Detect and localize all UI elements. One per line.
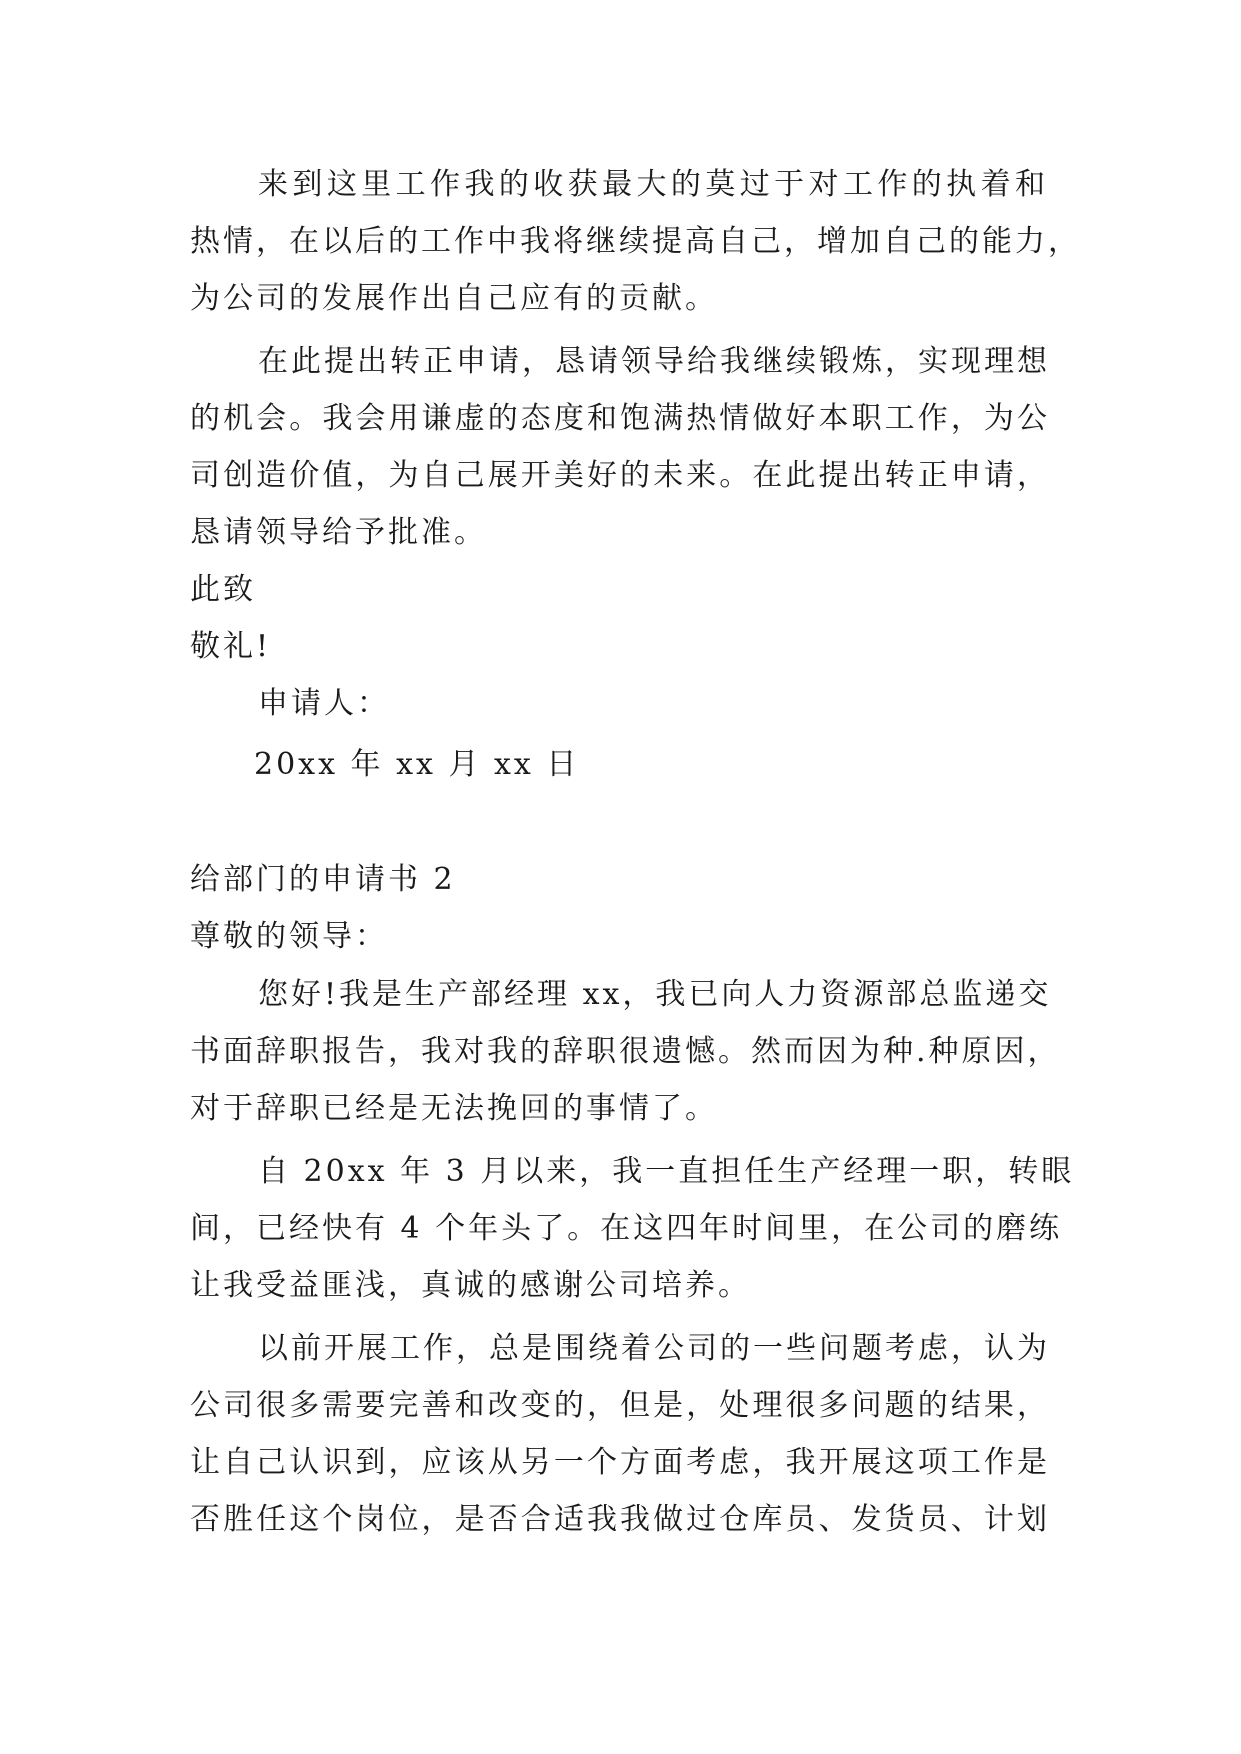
paragraph-line: 公司很多需要完善和改变的，但是，处理很多问题的结果， bbox=[190, 1388, 1050, 1423]
paragraph-line: 书面辞职报告，我对我的辞职很遗憾。然而因为种.种原因， bbox=[190, 1034, 1061, 1069]
paragraph-line: 在此提出转正申请，恳请领导给我继续锻炼，实现理想 bbox=[258, 344, 1050, 379]
paragraph-line: 您好!我是生产部经理 xx，我已向人力资源部总监递交 bbox=[258, 977, 1052, 1012]
paragraph-line: 让我受益匪浅，真诚的感谢公司培养。 bbox=[190, 1268, 751, 1303]
paragraph-line: 否胜任这个岗位，是否合适我我做过仓库员、发货员、计划 bbox=[190, 1502, 1050, 1537]
paragraph-line: 为公司的发展作出自己应有的贡献。 bbox=[190, 281, 718, 316]
paragraph-line: 间，已经快有 4 个年头了。在这四年时间里，在公司的磨练 bbox=[190, 1211, 1063, 1246]
closing-line: 此致 bbox=[190, 572, 256, 607]
paragraph-line: 热情，在以后的工作中我将继续提高自己，增加自己的能力， bbox=[190, 224, 1081, 259]
paragraph-line: 恳请领导给予批准。 bbox=[190, 515, 487, 550]
paragraph-line: 司创造价值，为自己展开美好的未来。在此提出转正申请， bbox=[190, 458, 1050, 493]
paragraph-line: 让自己认识到，应该从另一个方面考虑，我开展这项工作是 bbox=[190, 1445, 1050, 1480]
paragraph-line: 以前开展工作，总是围绕着公司的一些问题考虑，认为 bbox=[258, 1331, 1050, 1366]
salutation: 尊敬的领导： bbox=[190, 919, 388, 954]
section-title: 给部门的申请书 2 bbox=[190, 862, 456, 897]
paragraph-line: 对于辞职已经是无法挽回的事情了。 bbox=[190, 1091, 718, 1126]
applicant-label: 申请人： bbox=[258, 686, 390, 721]
paragraph-line: 自 20xx 年 3 月以来，我一直担任生产经理一职，转眼 bbox=[258, 1154, 1075, 1189]
date-line: 20xx 年 xx 月 xx 日 bbox=[254, 747, 580, 782]
paragraph-line: 的机会。我会用谦虚的态度和饱满热情做好本职工作，为公 bbox=[190, 401, 1050, 436]
paragraph-line: 来到这里工作我的收获最大的莫过于对工作的执着和 bbox=[258, 167, 1048, 202]
closing-line: 敬礼! bbox=[190, 629, 272, 664]
